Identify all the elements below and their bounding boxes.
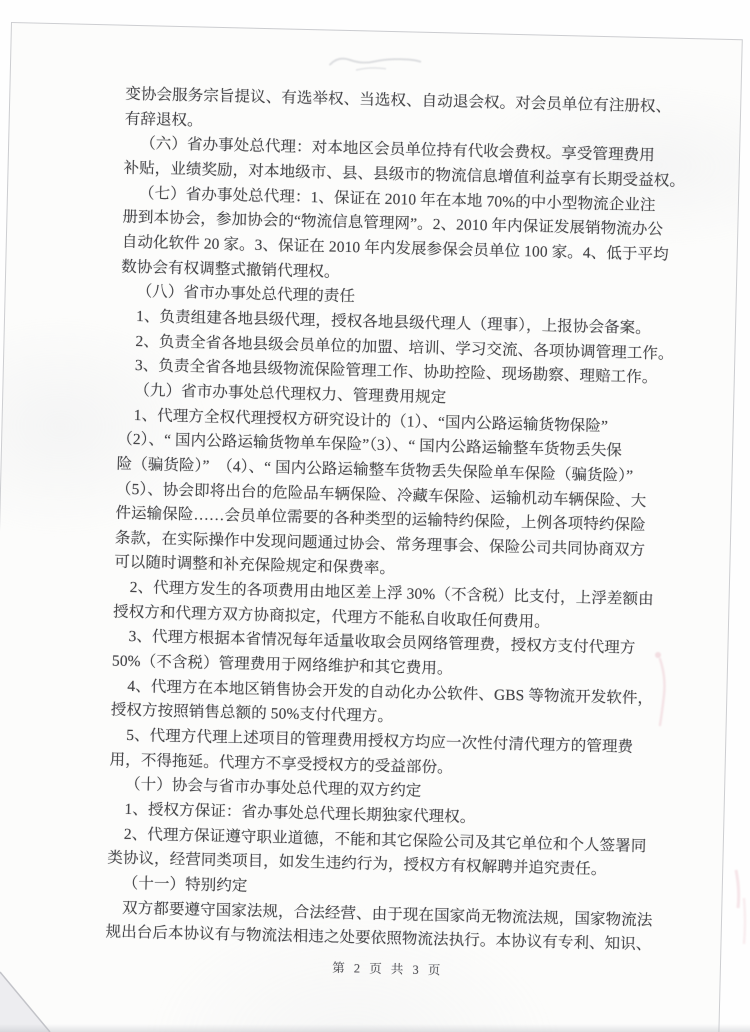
text-line: （六）省办事处总代理：对本地区会员单位持有代收会费权。享受管理费用 bbox=[139, 135, 656, 165]
text-line: （5）、协会即将出台的危险品车辆保险、冷藏车保险、运输机动车辆保险、大 bbox=[115, 480, 647, 510]
text-line: 授权方和代理方双方协商拟定，代理方不能私自收取任何费用。 bbox=[112, 603, 551, 631]
pencil-smudge-mark bbox=[326, 46, 427, 78]
ink-mark-bottom-right bbox=[726, 868, 750, 948]
text-line: 补贴，业绩奖励，对本地级市、县、县级市的物流信息增值利益享有长期受益权。 bbox=[123, 159, 686, 190]
text-line: 变协会服务宗旨提议、有选举权、当选权、自动退会权。对会员单位有注册权、 bbox=[125, 85, 672, 116]
text-line: 50%（不含税）管理费用于网络维护和其它费用。 bbox=[111, 652, 453, 678]
page-footer: 第 2 页 共 3 页 bbox=[332, 960, 444, 978]
text-line: 类协议，经营同类项目，如发生违约行为，授权方有权解聘并追究责任。 bbox=[107, 849, 607, 879]
text-line: 1、授权方保证：省办事处总代理长期独家代理权。 bbox=[124, 800, 476, 827]
text-line: 授权方按照销售总额的 50%支付代理方。 bbox=[110, 701, 394, 726]
scan-bottom-shadow bbox=[0, 1024, 750, 1032]
text-line: （八）省市办事处总代理的责任 bbox=[136, 283, 356, 306]
text-line: 3、代理方根据本省情况每年适量收取会员网络管理费，授权方支付代理方 bbox=[128, 628, 636, 658]
text-line: 有辞退权。 bbox=[124, 110, 203, 130]
text-line: （七）省办事处总代理：1、保证在 2010 年在本地 70%的中小型物流企业注 bbox=[138, 184, 656, 214]
text-line: 3、负责全省各地县级物流保险管理工作、协助控险、现场勘察、理赔工作。 bbox=[134, 357, 658, 387]
text-line: 件运输保险……会员单位需要的各种类型的运输特约保险，上例各项特约保险 bbox=[115, 504, 646, 535]
text-line: 册到本协会，参加协会的“物流信息管理网”。2、2010 年内保证发展销物流办公 bbox=[122, 208, 664, 239]
text-line: 4、代理方在本地区销售协会开发的自动化办公软件、GBS 等物流开发软件， bbox=[127, 677, 654, 708]
text-line: 自动化软件 20 家。3、保证在 2010 年内发展参保会员单位 100 家。4、低于平均 bbox=[121, 233, 669, 264]
text-line: （十一）特别约定 bbox=[122, 874, 248, 895]
text-line: 2、负责全省各地县级会员单位的加盟、培训、学习交流、各项协调管理工作。 bbox=[135, 332, 674, 363]
text-line: 2、代理方发生的各项费用由地区差上浮 30%（不含税）比支付，上浮差额由 bbox=[129, 579, 654, 609]
page-fold-bottom-left bbox=[0, 970, 60, 1032]
text-line: 可以随时调整和补充保险规定和保费率。 bbox=[114, 554, 396, 578]
text-line: 双方都要遵守国家法规，合法经营、由于现在国家尚无物流法规，国家物流法 bbox=[121, 899, 653, 930]
text-line: 险（骗货险）” （4）、“ 国内公路运输整车货物丢失保险单车保险（骗货险）” bbox=[116, 455, 634, 485]
text-line: 用，不得拖延。代理方不享受授权方的受益部份。 bbox=[109, 751, 453, 777]
text-line: 规出台后本协议有与物流法相违之处要依照物流法执行。本协议有专利、知识、 bbox=[105, 923, 652, 954]
text-line: （2）、“ 国内公路运输货物单车保险”（3）、“ 国内公路运输整车货物丢失保 bbox=[116, 430, 623, 460]
text-line: （十）协会与省市办事处总代理的双方约定 bbox=[124, 776, 422, 801]
text-line: 2、代理方保证遵守职业道德，不能和其它保险公司及其它单位和个人签署同 bbox=[123, 825, 647, 855]
ink-mark-right bbox=[648, 645, 688, 735]
text-line: 5、代理方代理上述项目的管理费用授权方均应一次性付清代理方的管理费 bbox=[126, 726, 634, 756]
text-line: 条款，在实际操作中发现问题通过协会、常务理事会、保险公司共同协商双方 bbox=[114, 529, 646, 559]
document-body bbox=[105, 83, 692, 984]
text-line: 数协会有权调整式撤销代理权。 bbox=[121, 258, 340, 281]
document-page bbox=[0, 22, 743, 1032]
text-line: 1、负责组建各地县级代理，授权各地县级代理人（理事），上报协会备案。 bbox=[135, 307, 652, 338]
text-line: （九）省市办事处总代理权力、管理费用规定 bbox=[134, 381, 447, 407]
text-line: 1、代理方全权代理授权方研究设计的（1）、“国内公路运输货物保险” bbox=[133, 406, 609, 435]
